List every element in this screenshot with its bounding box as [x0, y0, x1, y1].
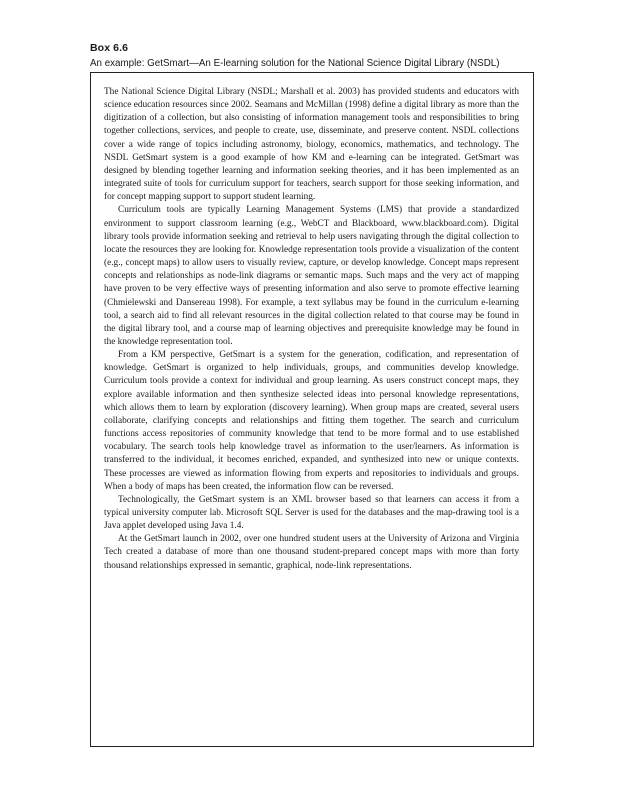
- box-right-rule: [533, 72, 534, 746]
- paragraph-curriculum-tools: Curriculum tools are typically Learning Management Systems (LMS) that provide a standardized environment to support classroom learning (e.g., WebCT and Blackboard, www.blackboard.com). Digital library tools provide information seeking and retrieval to help users navigating through the digital collection to locate the resources they are looking for. Knowledge representation tools provide a visualization of the content (e.g., concept maps) to allow users to visually review, capture, or develop knowledge. Concept maps represent concepts and relationships as node-link diagrams or semantic maps. Such maps and the very act of mapping have proven to be very effective ways of presenting information and also serve to promote effective learning (Chmielewski and Dansereau 1998). For example, a text syllabus may be found in the curriculum e-learning tool, a search aid to find all relevant resources in the digital collection related to that course may be found in the digital library tool, and a course map of learning objectives and prerequisite knowledge may be found in the knowledge representation tool.: [104, 205, 519, 347]
- box-top-rule: [90, 72, 534, 73]
- box-bottom-rule: [90, 746, 534, 747]
- box-caption: An example: GetSmart—An E-learning solution for the National Science Digital Library (NSDL): [90, 58, 500, 69]
- paragraph-intro: The National Science Digital Library (NSDL; Marshall et al. 2003) has provided students and educators with science education resources since 2002. Seamans and McMillan (1998) define a digital library as more than the digitization of a collection, but also consisting of information management tools and responsibilities to bring together collections, services, and people to create, use, disseminate, and preserve content. NSDL collections cover a wide range of topics including astronomy, biology, economics, mathematics, and technology. The NSDL GetSmart system is a good example of how KM and e-learning can be integrated. GetSmart was designed by blending together learning and information seeking theories, and it has been implemented as an integrated suite of tools for curriculum support for teachers, search support for those seeking information, and for concept mapping support to support student learning.: [104, 87, 519, 203]
- box-label: Box 6.6: [90, 42, 129, 54]
- box-left-rule: [90, 72, 91, 746]
- paragraph-technology: Technologically, the GetSmart system is an XML browser based so that learners can access it from a typical university computer lab. Microsoft SQL Server is used for the databases and the map-drawing tool is a Java applet developed using Java 1.4.: [104, 494, 519, 532]
- box-body: [104, 86, 519, 573]
- paragraph-launch: At the GetSmart launch in 2002, over one hundred student users at the University of Arizona and Virginia Tech created a database of more than one thousand student-prepared concept maps with more than forty thousand relationships expressed in semantic, graphical, node-link representations.: [104, 534, 519, 571]
- paragraph-km-perspective: From a KM perspective, GetSmart is a system for the generation, codification, and representation of knowledge. GetSmart is organized to help individuals, groups, and communities develop knowledge. Curriculum tools provide a context for individual and group learning. As users construct concept maps, they explore available information and then synthesize selected ideas into personal knowledge representations, which allows them to learn by exploration (discovery learning). When group maps are created, several users collaborate, clarifying concepts and relationships and fitting them together. The search and curriculum functions access repositories of community knowledge that tend to be more formal and to use established vocabulary. The search tools help knowledge travel as information to the user/learners. As information is transferred to the individual, it becomes enriched, expanded, and synthesized into new or unique contexts. These processes are viewed as information flowing from experts and repositories to individuals and groups. When a body of maps has been created, the information flow can be reversed.: [104, 350, 519, 492]
